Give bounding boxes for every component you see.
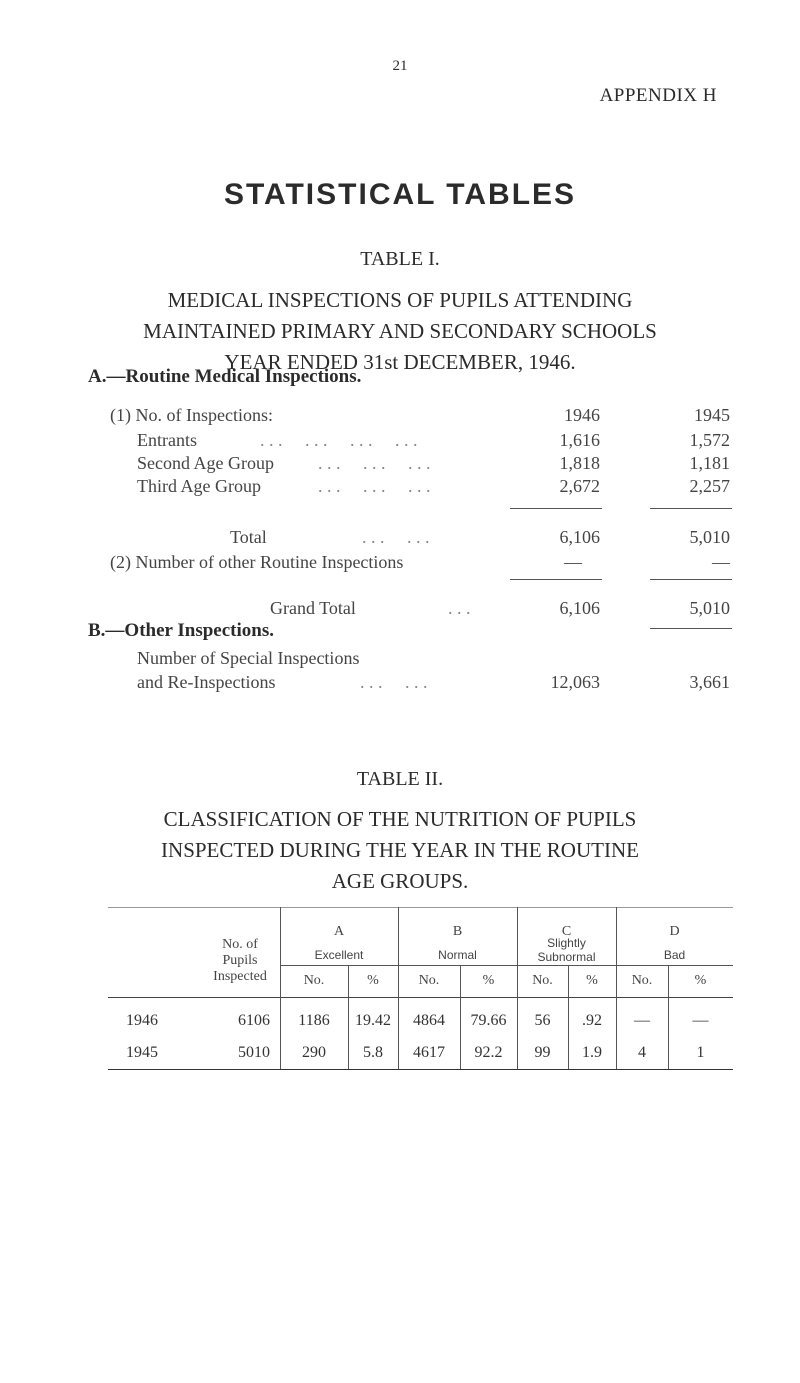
caption-line: CLASSIFICATION OF THE NUTRITION OF PUPILS: [163, 807, 637, 831]
column-header-1945: 1945: [694, 405, 730, 425]
grand-total-rule-1945: [650, 579, 732, 580]
row-year: 1946: [126, 1012, 158, 1029]
table-bottom-rule: [108, 1069, 733, 1070]
value-1945: 1,572: [689, 430, 730, 450]
subheader-no: No.: [532, 973, 553, 988]
group-letter-c: C: [561, 924, 572, 939]
appendix-label: APPENDIX H: [599, 85, 717, 106]
subheader-percent: %: [482, 973, 495, 988]
section-b-heading: B.—Other Inspections.: [88, 620, 274, 641]
row-label-second-age-group: Second Age Group: [137, 453, 274, 473]
group-letter-a: A: [333, 924, 345, 939]
special-1945: 3,661: [689, 672, 730, 692]
subheader-no: No.: [303, 973, 325, 988]
subheader-percent: %: [694, 973, 707, 988]
normal-percent: 92.2: [474, 1044, 503, 1061]
row-pupils: 5010: [238, 1044, 270, 1061]
group-letter-d: D: [669, 924, 680, 939]
excellent-no: 290: [302, 1044, 326, 1061]
bad-no: —: [634, 1012, 650, 1029]
item-1-label: (1) No. of Inspections:: [110, 405, 273, 425]
value-1946: 1,616: [559, 430, 600, 450]
grand-total-1945: 5,010: [689, 598, 730, 618]
special-inspections-label: Number of Special Inspections: [137, 648, 360, 668]
header-line: Inspected: [213, 969, 267, 984]
total-label: Total: [230, 527, 267, 547]
column-header-1946: 1946: [564, 405, 600, 425]
subnormal-percent: 1.9: [582, 1044, 602, 1061]
grand-total-rule-1946: [510, 579, 602, 580]
subheader-no: No.: [418, 973, 440, 988]
excellent-percent: 19.42: [355, 1012, 391, 1029]
grand-total-label: Grand Total: [270, 598, 356, 618]
subtotal-rule-1945: [650, 508, 732, 509]
table-2-caption: [0, 804, 800, 897]
group-letter-b: B: [452, 924, 463, 939]
other-routine-1946: —: [564, 552, 582, 572]
excellent-percent: 5.8: [363, 1044, 383, 1061]
normal-no: 4617: [413, 1044, 445, 1061]
leader-dots: . . . . . . . . . . . .: [260, 430, 418, 450]
subheader-percent: %: [586, 973, 598, 988]
final-rule-1945: [650, 628, 732, 629]
normal-percent: 79.66: [470, 1012, 507, 1029]
bad-percent: —: [692, 1012, 709, 1029]
leader-dots: . . .: [448, 598, 471, 618]
header-bottom-rule: [108, 997, 733, 998]
total-1945: 5,010: [689, 527, 730, 547]
excellent-no: 1186: [298, 1012, 330, 1029]
leader-dots: . . . . . .: [360, 672, 428, 692]
table-2-label: TABLE II.: [356, 768, 444, 790]
row-pupils: 6106: [238, 1012, 270, 1029]
bad-no: 4: [638, 1044, 646, 1061]
row-label-third-age-group: Third Age Group: [137, 476, 261, 496]
caption-line: MAINTAINED PRIMARY AND SECONDARY SCHOOLS: [143, 319, 657, 343]
total-1946: 6,106: [559, 527, 600, 547]
header-pupils-inspected: [200, 937, 280, 985]
special-inspections-label-line-2: and Re-Inspections: [137, 672, 276, 692]
value-1946: 1,818: [559, 453, 600, 473]
other-routine-label: (2) Number of other Routine Inspections: [110, 552, 404, 572]
caption-line: INSPECTED DURING THE YEAR IN THE ROUTINE: [161, 838, 639, 862]
special-1946: 12,063: [550, 672, 600, 692]
table-top-rule: [108, 907, 733, 908]
other-routine-1945: —: [712, 552, 730, 572]
subtotal-rule-1946: [510, 508, 602, 509]
subheader-percent: %: [367, 973, 379, 988]
normal-no: 4864: [413, 1012, 445, 1029]
value-1945: 1,181: [689, 453, 730, 473]
page-number: 21: [392, 58, 408, 74]
group-name-normal: Normal: [438, 948, 477, 962]
leader-dots: . . . . . .: [362, 527, 430, 547]
group-name-slightly-subnormal: Slightly Subnormal: [537, 936, 596, 964]
header-line: No. of: [222, 937, 258, 952]
grand-total-1946: 6,106: [559, 598, 600, 618]
caption-line: YEAR ENDED 31st DECEMBER, 1946.: [224, 350, 576, 374]
table-1-caption: [0, 285, 800, 378]
caption-line: MEDICAL INSPECTIONS OF PUPILS ATTENDING: [167, 288, 633, 312]
value-1945: 2,257: [689, 476, 730, 496]
group-name-excellent: Excellent: [314, 948, 364, 962]
subnormal-no: 56: [534, 1012, 551, 1029]
page-title: STATISTICAL TABLES: [223, 178, 577, 211]
leader-dots: . . . . . . . . .: [318, 453, 431, 473]
table-1-label: TABLE I.: [360, 248, 440, 270]
row-label-entrants: Entrants: [137, 430, 197, 450]
caption-line: AGE GROUPS.: [331, 869, 469, 893]
subnormal-percent: .92: [582, 1012, 602, 1029]
group-name-bad: Bad: [663, 948, 686, 962]
row-year: 1945: [126, 1044, 158, 1061]
leader-dots: . . . . . . . . .: [318, 476, 431, 496]
header-line: Pupils: [222, 953, 258, 968]
section-a-heading: A.—Routine Medical Inspections.: [88, 366, 362, 387]
value-1946: 2,672: [559, 476, 600, 496]
subnormal-no: 99: [534, 1044, 551, 1061]
bad-percent: 1: [696, 1044, 705, 1061]
subheader-no: No.: [631, 973, 653, 988]
